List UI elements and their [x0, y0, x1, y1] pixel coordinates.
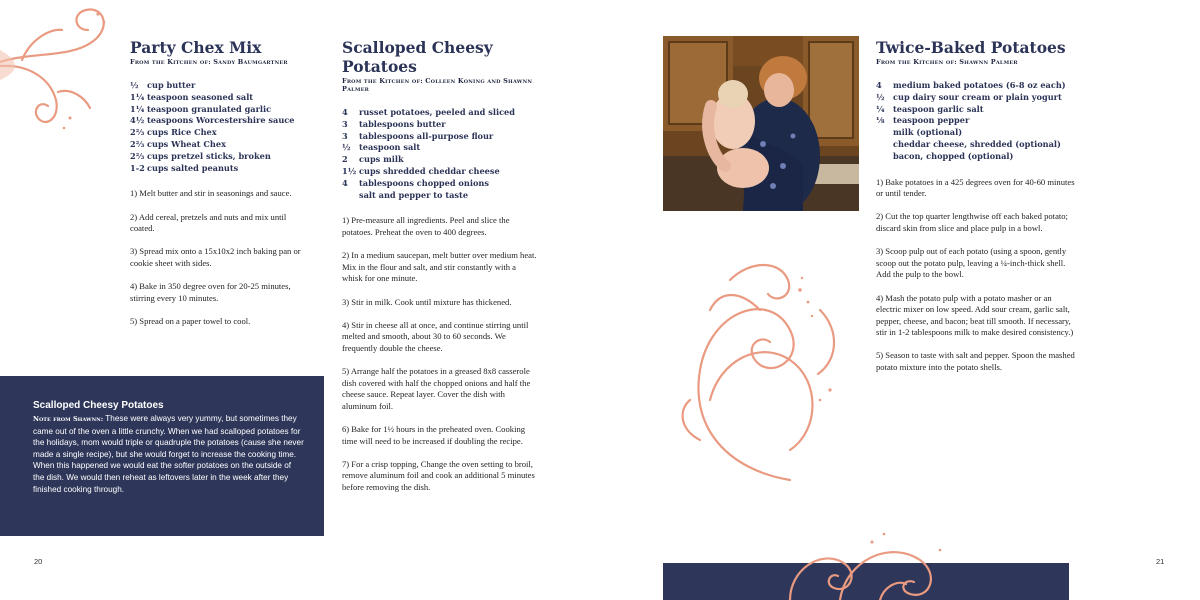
ingredient-item: bacon, chopped (optional)	[893, 150, 1014, 161]
ingredient-qty: 1½	[342, 165, 357, 176]
page-number-left: 20	[34, 557, 43, 566]
ingredient-qty: 3	[342, 118, 348, 129]
ingredient-item: medium baked potatoes (6-8 oz each)	[893, 80, 1066, 90]
ingredient-row	[876, 151, 1076, 163]
ingredient-row	[130, 127, 308, 139]
recipe-title: Party Chex Mix	[130, 38, 262, 57]
ingredient-item: cup butter	[147, 80, 196, 90]
step-item: 1) Melt butter and stir in seasonings and sauce.	[130, 188, 292, 199]
recipe-byline: From the Kitchen of: Colleen Koning and Shawnn Palmer	[342, 77, 533, 93]
step-item: 7) For a crisp topping, Change the oven setting to broil, remove aluminum foil and cook an additional 5 minutes before removing the dish.	[342, 458, 535, 493]
ingredient-item: cups Rice Chex	[147, 127, 217, 138]
kitchen-photo	[663, 36, 859, 211]
ingredient-row	[130, 151, 308, 163]
recipe-byline: From the Kitchen of: Shawnn Palmer	[876, 58, 1018, 66]
ingredient-qty: ⅛	[876, 115, 885, 126]
ingredient-item: tablespoons chopped onions	[359, 177, 489, 188]
note-label: Note from Shawnn:	[33, 415, 104, 423]
step-item: 6) Bake for 1½ hours in the preheated oven. Cooking time will need to be increased if doubling the recipe.	[342, 424, 526, 446]
ingredient-row	[876, 139, 1076, 151]
ingredient-item: cups shredded cheddar cheese	[359, 165, 500, 176]
recipe-twice-baked-potatoes	[876, 38, 1076, 385]
recipe-title-line-1: Scalloped Cheesy	[342, 38, 493, 57]
step-item: 4) Bake in 350 degree oven for 20-25 minutes, stirring every 10 minutes.	[130, 281, 291, 303]
ingredient-item: tablespoons all-purpose flour	[359, 130, 494, 141]
ingredient-qty	[342, 190, 359, 202]
ingredient-row	[342, 107, 537, 119]
step-item: 4) Mash the potato pulp with a potato masher or an electric mixer on low speed. Add sour cream, garlic salt, pepper, cheese, and bacon; beat till smooth. If necessary, stir in 1-2 tablespoons milk to make desired consistency.)	[876, 292, 1074, 338]
ingredient-qty: 2⅔	[130, 150, 145, 161]
ingredient-item: teaspoon pepper	[893, 115, 970, 126]
bottom-swirl-ornament	[780, 520, 960, 600]
ingredient-qty	[876, 127, 893, 139]
ingredient-qty: ¼	[876, 103, 885, 114]
step-item: 5) Arrange half the potatoes in a greased 8x8 casserole dish covered with half the chopped onions and half the cheese sauce. Repeat layer. Cover the dish with aluminum foil.	[342, 366, 531, 411]
step-item: 2) Add cereal, pretzels and nuts and mix until coated.	[130, 211, 287, 234]
ingredient-item: milk (optional)	[893, 127, 963, 138]
ingredient-item: russet potatoes, peeled and sliced	[359, 107, 515, 117]
ingredient-row	[342, 142, 537, 154]
step-list	[342, 215, 537, 493]
ingredient-qty: 1¼	[130, 103, 145, 114]
ingredient-list	[876, 80, 1076, 163]
ingredient-row	[876, 92, 1076, 104]
recipe-title: Twice-Baked Potatoes	[876, 38, 1066, 57]
ingredient-qty	[876, 151, 893, 163]
ingredient-item: cup dairy sour cream or plain yogurt	[893, 91, 1062, 102]
ingredient-qty: ½	[876, 91, 885, 102]
ingredient-item: cups pretzel sticks, broken	[147, 150, 271, 161]
step-list	[876, 177, 1076, 374]
ingredient-list	[342, 107, 537, 201]
ingredient-qty: 2⅔	[130, 138, 145, 149]
photo-illustration	[663, 36, 859, 211]
ingredient-item: cups milk	[359, 154, 404, 165]
step-item: 5) Spread on a paper towel to cool.	[130, 315, 251, 326]
recipe-byline: From the Kitchen of: Sandy Baumgartner	[130, 58, 288, 66]
ingredient-row	[342, 166, 537, 178]
step-item: 1) Pre-measure all ingredients. Peel and slice the potatoes. Preheat the oven to 400 degrees.	[342, 215, 510, 237]
ingredient-item: teaspoon seasoned salt	[147, 91, 254, 102]
ingredient-row	[342, 131, 537, 143]
ingredient-item: teaspoons Worcestershire sauce	[147, 115, 295, 126]
recipe-party-chex-mix	[130, 38, 308, 339]
ingredient-qty: ½	[342, 142, 351, 153]
ingredient-list	[130, 80, 308, 174]
ingredient-qty: 4	[876, 80, 882, 90]
ingredient-qty: 1-2	[130, 162, 145, 173]
ingredient-row	[342, 190, 537, 202]
ingredient-row	[876, 115, 1076, 127]
ingredient-row	[130, 92, 308, 104]
ingredient-item: cheddar cheese, shredded (optional)	[893, 138, 1061, 149]
ingredient-row	[130, 163, 308, 175]
step-item: 1) Bake potatoes in a 425 degrees oven for 40-60 minutes or until tender.	[876, 176, 1075, 199]
note-box	[0, 376, 324, 536]
ingredient-qty: 1¼	[130, 91, 145, 102]
ingredient-item: teaspoon granulated garlic	[147, 103, 272, 114]
step-item: 4) Stir in cheese all at once, and continue stirring until melted and smooth, about 30 to 60 seconds. We frequently double the cheese.	[342, 319, 529, 353]
ingredient-item: tablespoons butter	[359, 118, 446, 129]
ingredient-row	[342, 154, 537, 166]
ingredient-row	[342, 178, 537, 190]
ingredient-row	[342, 119, 537, 131]
step-item: 2) In a medium saucepan, melt butter over medium heat. Mix in the flour and salt, and stir constantly with a whisk for one minute.	[342, 250, 537, 284]
recipe-title-line-2: Potatoes	[342, 57, 417, 76]
ingredient-qty	[876, 139, 893, 151]
ingredient-qty: 4	[342, 177, 348, 188]
step-item: 5) Season to taste with salt and pepper. Spoon the mashed potato mixture into the potato shells.	[876, 350, 1075, 373]
page-number-right: 21	[1156, 557, 1165, 566]
ingredient-item: cups salted peanuts	[147, 162, 239, 173]
ingredient-row	[130, 80, 308, 92]
recipe-title	[342, 38, 537, 76]
ingredient-item: cups Wheat Chex	[147, 138, 226, 149]
ingredient-qty: ½	[130, 80, 139, 90]
ingredient-row	[130, 139, 308, 151]
ingredient-row	[130, 104, 308, 116]
step-item: 3) Scoop pulp out of each potato (using a spoon, gently scoop out the potato pulp, leaving a ¼-inch-thick shell. Add the pulp to the bowl.	[876, 246, 1067, 280]
recipe-scalloped-cheesy-potatoes	[342, 38, 537, 505]
ingredient-qty: 4	[342, 107, 348, 117]
ingredient-row	[876, 127, 1076, 139]
ingredient-item: teaspoon garlic salt	[893, 103, 984, 114]
ingredient-qty: 4½	[130, 115, 145, 126]
step-list	[130, 188, 308, 327]
step-item: 3) Stir in milk. Cook until mixture has thickened.	[342, 296, 512, 307]
ingredient-row	[130, 115, 308, 127]
ingredient-row	[876, 80, 1076, 92]
step-item: 2) Cut the top quarter lengthwise off each baked potato; discard skin from slice and place pulp in a bowl.	[876, 211, 1068, 233]
top-left-swirl-ornament	[0, 0, 120, 150]
note-text: These were always very yummy, but sometimes they came out of the oven a little crunchy. When we had scalloped potatoes for the holidays, mom would triple or quadruple the potatoes (cause she never made a single recipe), but she would forget to increase the cooking time. When this happened we would eat the softer potatoes on the outside of the dish. We would then reheat as leftovers later in the week after they finished cooking through.	[33, 414, 304, 494]
step-item: 3) Spread mix onto a 15x10x2 inch baking pan or cookie sheet with sides.	[130, 246, 301, 268]
ingredient-item: teaspoon salt	[359, 142, 421, 153]
ingredient-item: salt and pepper to taste	[359, 189, 469, 200]
note-title: Scalloped Cheesy Potatoes	[33, 400, 164, 411]
ingredient-qty: 2	[342, 154, 348, 165]
note-body	[33, 413, 304, 495]
ingredient-qty: 2⅔	[130, 127, 145, 138]
ingredient-row	[876, 104, 1076, 116]
center-right-swirl-ornament	[670, 250, 870, 490]
ingredient-qty: 3	[342, 130, 348, 141]
